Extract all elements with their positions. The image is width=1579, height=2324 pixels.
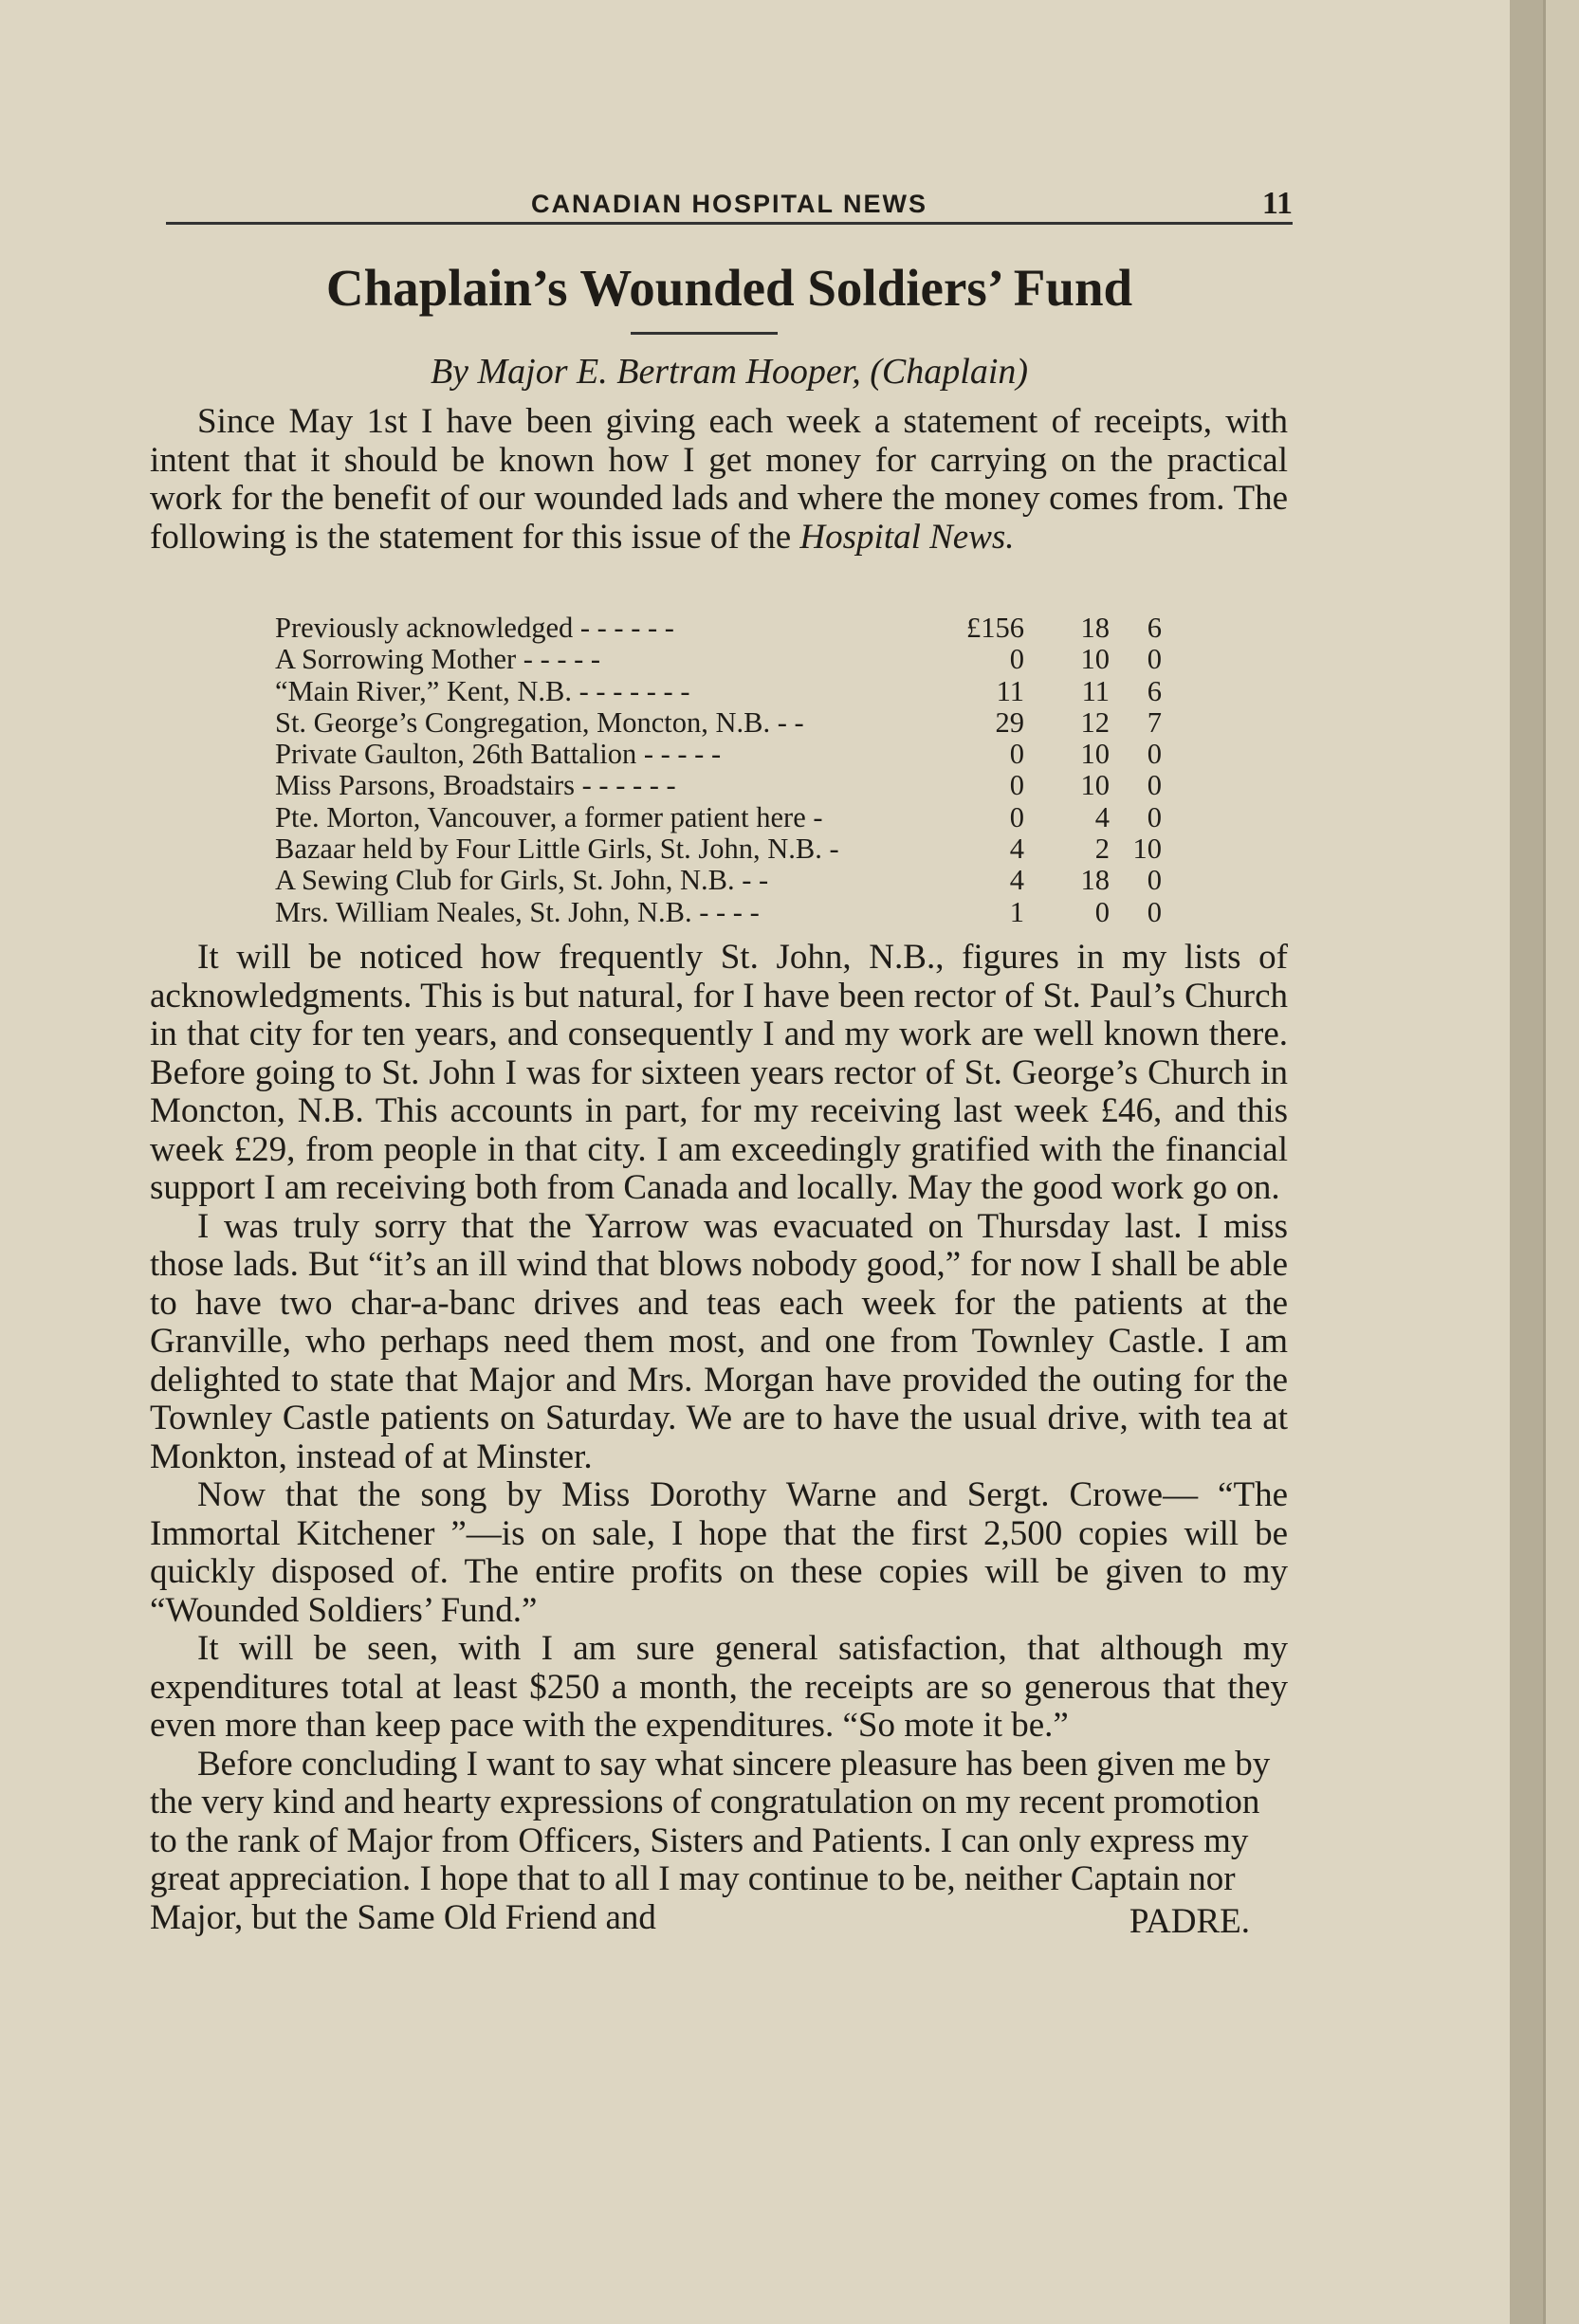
page-number: 11 <box>1261 186 1293 221</box>
receipts-ledger <box>275 613 1162 928</box>
receipt-description: Bazaar held by Four Little Girls, St. John, N.B. - <box>275 833 839 866</box>
receipt-shillings: 10 <box>1080 738 1110 771</box>
title-divider <box>631 332 778 335</box>
paragraph: It will be seen, with I am sure general satisfaction, that although my expenditures total at least $250 a month, the receipts are so generous that they even more than keep pace with the expenditures. “So mote it be.” <box>150 1629 1288 1745</box>
receipt-description: Previously acknowledged - - - - - - <box>275 612 674 644</box>
receipt-row <box>275 644 1162 675</box>
receipt-pounds: 4 <box>1009 864 1024 897</box>
receipt-pounds: 4 <box>1009 833 1024 866</box>
receipt-description: Miss Parsons, Broadstairs - - - - - - <box>275 769 676 802</box>
page-edge <box>1510 0 1543 2324</box>
receipt-shillings: 10 <box>1080 643 1110 676</box>
receipt-row <box>275 802 1162 833</box>
receipt-pence: 6 <box>1147 612 1162 644</box>
publication-name: Hospital News. <box>799 517 1015 557</box>
receipt-pence: 0 <box>1147 738 1162 771</box>
receipt-row <box>275 739 1162 770</box>
receipt-description: Pte. Morton, Vancouver, a former patient here - <box>275 800 823 833</box>
receipt-pence: 6 <box>1147 674 1162 707</box>
paragraph <box>150 1744 1288 1941</box>
intro-paragraph-block <box>150 403 1288 557</box>
receipt-row <box>275 833 1162 865</box>
receipt-row <box>275 770 1162 801</box>
intro-paragraph <box>150 403 1288 557</box>
closing-text: Before concluding I want to say what sincere pleasure has been given me by the very kind and hearty expressions of congratulation on my recent promotion to the rank of Major from Officers, Sisters and Patients. I can only express my great appreciation. I hope that to all I may continue to be, neither Captain nor Major, but the Same Old Friend and <box>150 1744 1271 1937</box>
running-title: CANADIAN HOSPITAL NEWS <box>530 190 927 218</box>
receipt-shillings: 2 <box>1094 833 1110 866</box>
receipt-pounds: 11 <box>996 674 1024 707</box>
paragraph: I was truly sorry that the Yarrow was evacuated on Thursday last. I miss those lads. But “it’s an ill wind that blows nobody good,” for now I shall be able to have two char-a-banc drives and teas each week for the patients at the Granville, who perhaps need them most, and one from Townley Castle. I am delighted to state that Major and Mrs. Morgan have provided the outing for the Townley Castle patients on Saturday. We are to have the usual drive, with tea at Monkton, instead of at Minster. <box>150 1206 1288 1476</box>
receipt-pence: 0 <box>1147 864 1162 897</box>
receipt-row <box>275 897 1162 928</box>
receipt-shillings: 4 <box>1094 800 1110 833</box>
receipt-description: Mrs. William Neales, St. John, N.B. - - - - <box>275 895 760 928</box>
receipt-row <box>275 865 1162 896</box>
receipt-pounds: £156 <box>966 612 1024 644</box>
receipt-description: Private Gaulton, 26th Battalion - - - - - <box>275 738 722 771</box>
receipt-description: “Main River,” Kent, N.B. - - - - - - - <box>275 674 690 707</box>
receipt-shillings: 18 <box>1080 612 1110 644</box>
receipt-pence: 0 <box>1147 769 1162 802</box>
article-byline: By Major E. Bertram Hooper, (Chaplain) <box>430 352 1029 392</box>
receipt-row <box>275 676 1162 707</box>
receipt-pounds: 0 <box>1009 643 1024 676</box>
receipt-shillings: 11 <box>1081 674 1110 707</box>
receipt-pounds: 1 <box>1009 895 1024 928</box>
receipt-shillings: 10 <box>1080 769 1110 802</box>
receipt-description: A Sewing Club for Girls, St. John, N.B. - - <box>275 864 769 897</box>
receipt-pence: 0 <box>1147 800 1162 833</box>
page-header <box>166 186 1293 224</box>
receipt-row <box>275 707 1162 739</box>
receipt-pence: 0 <box>1147 643 1162 676</box>
receipt-pounds: 0 <box>1009 738 1024 771</box>
paragraph: Now that the song by Miss Dorothy Warne and Sergt. Crowe— “The Immortal Kitchener ”—is on sale, I hope that the first 2,500 copies will be quickly disposed of. The entire profits on these copies will be given to my “Wounded Soldiers’ Fund.” <box>150 1475 1288 1630</box>
receipt-pence: 10 <box>1132 833 1162 866</box>
signature: PADRE. <box>1129 1901 1250 1941</box>
article-title: Chaplain’s Wounded Soldiers’ Fund <box>325 259 1133 317</box>
receipt-description: A Sorrowing Mother - - - - - <box>275 643 601 676</box>
header-rule <box>166 222 1293 225</box>
receipt-pounds: 0 <box>1009 769 1024 802</box>
intro-text: Since May 1st I have been giving each week a statement of receipts, with intent that it should be known how I get money for carrying on the practical work for the benefit of our wounded lads and where the money comes from. The following is the statement for this issue of the <box>150 402 1288 557</box>
receipt-pence: 7 <box>1147 705 1162 739</box>
receipt-shillings: 18 <box>1080 864 1110 897</box>
receipt-shillings: 12 <box>1080 705 1110 739</box>
receipt-pence: 0 <box>1147 895 1162 928</box>
receipt-pounds: 29 <box>995 705 1024 739</box>
receipt-pounds: 0 <box>1009 800 1024 833</box>
paragraph: It will be noticed how frequently St. John, N.B., figures in my lists of acknowledgments. This is but natural, for I have been rector of St. Paul’s Church in that city for ten years, and consequently I and my work are well known there. Before going to St. John I was for sixteen years rector of St. George’s Church in Moncton, N.B. This accounts in part, for my receiving last week £46, and this week £29, from people in that city. I am exceedingly gratified with the financial support I am receiving both from Canada and locally. May the good work go on. <box>150 938 1288 1207</box>
article-body <box>150 939 1288 1941</box>
receipt-shillings: 0 <box>1094 895 1110 928</box>
receipt-description: St. George’s Congregation, Moncton, N.B. - - <box>275 705 804 739</box>
receipt-row <box>275 613 1162 644</box>
